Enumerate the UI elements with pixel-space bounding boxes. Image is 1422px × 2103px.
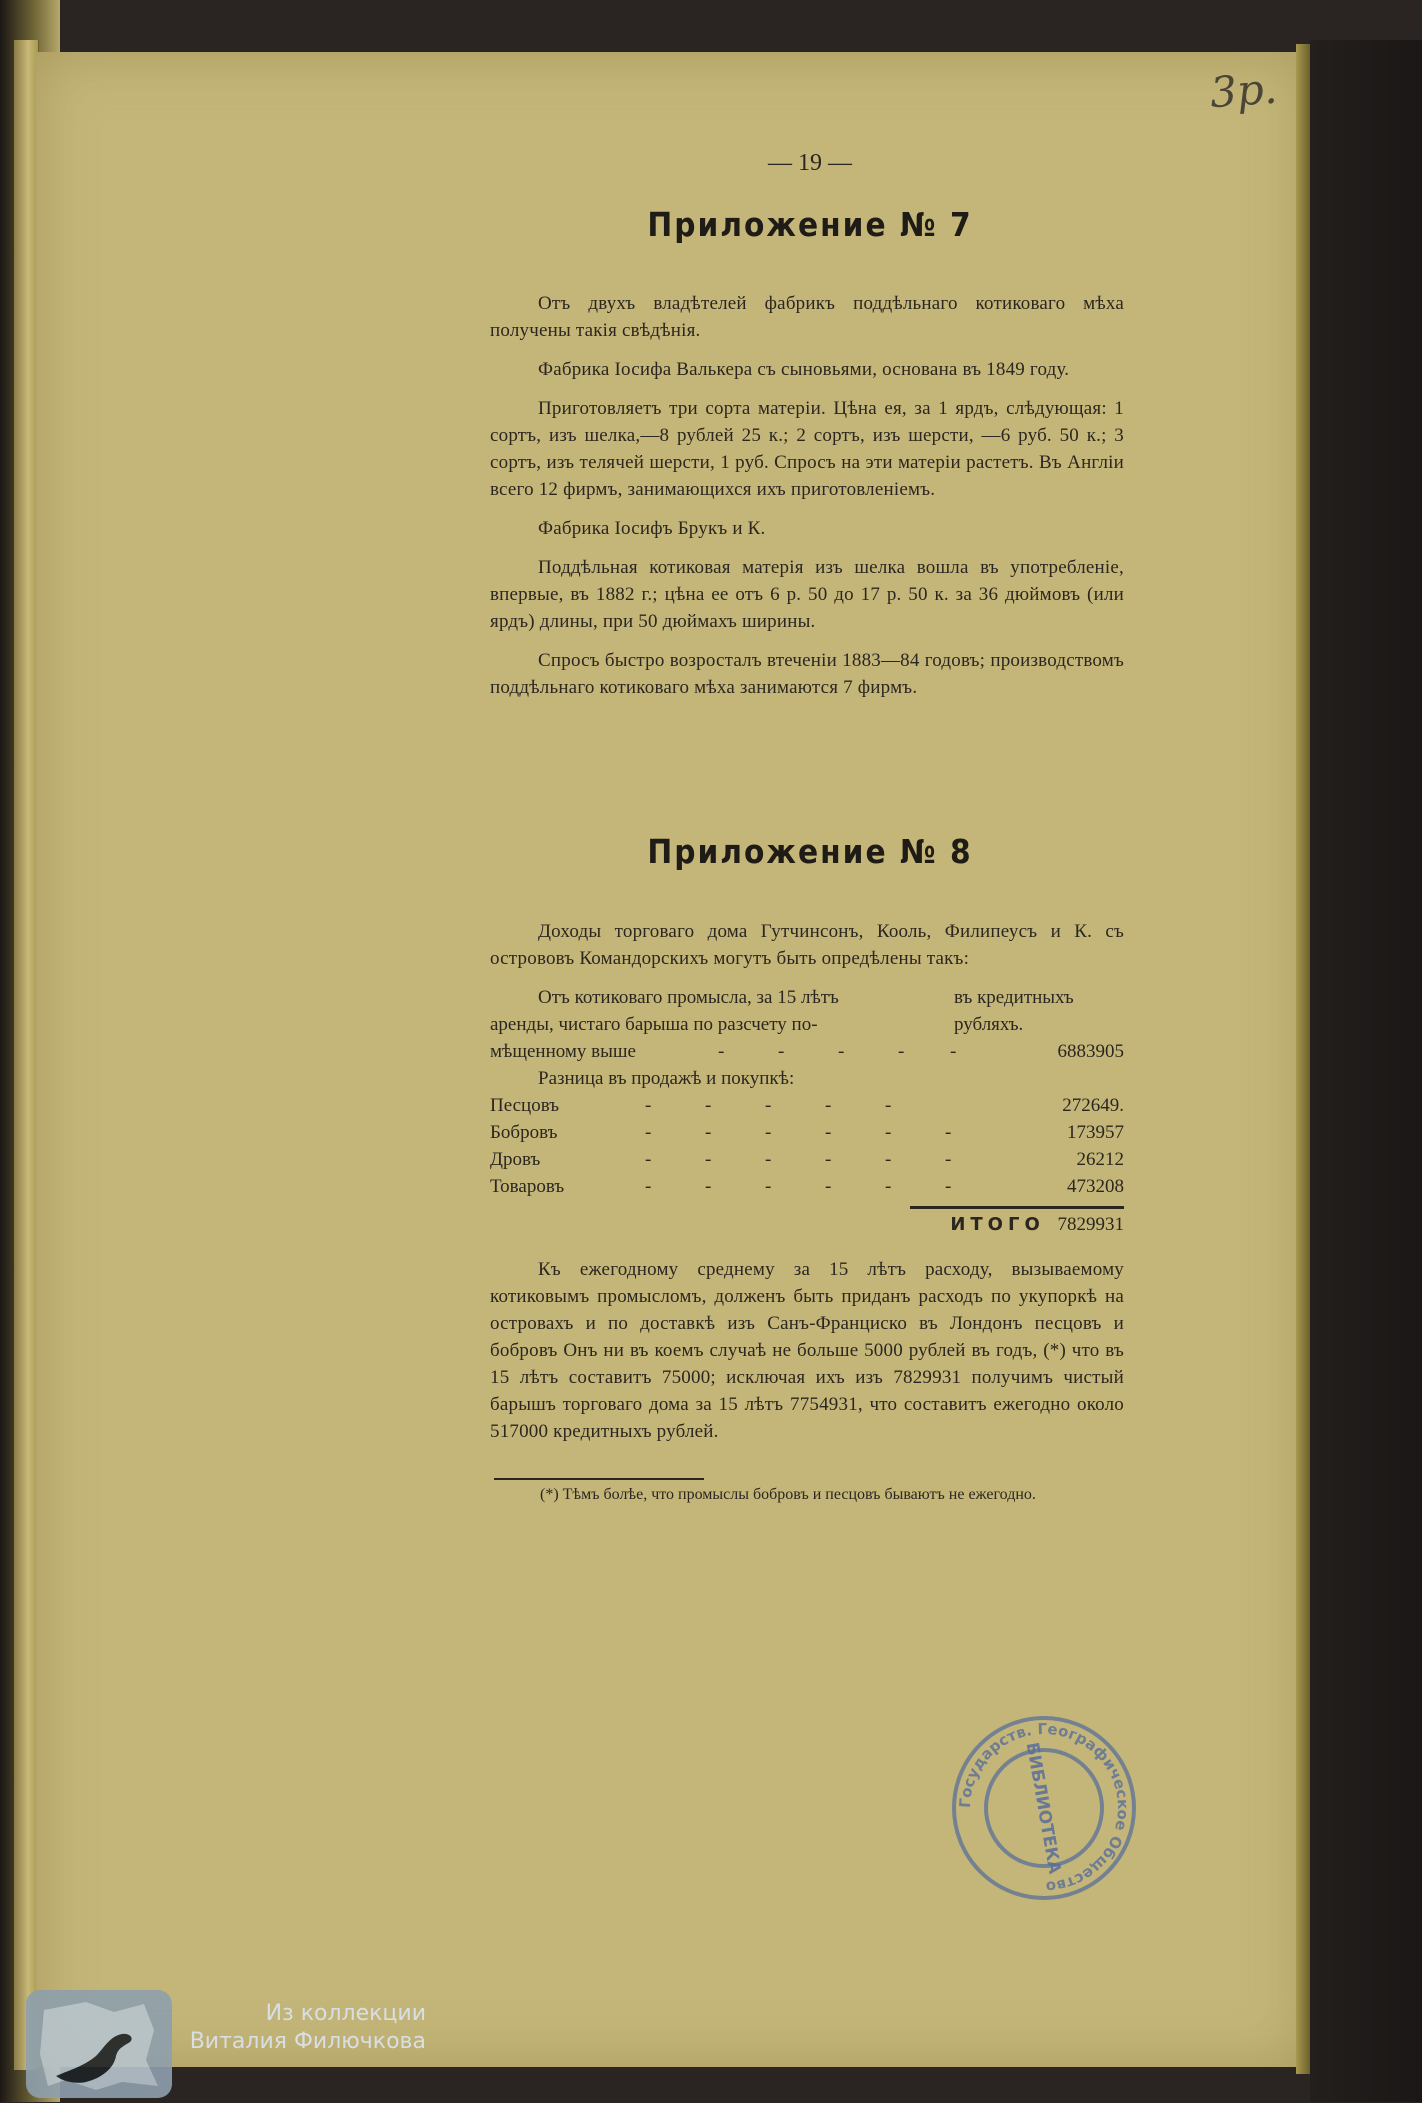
- difference-label: Разница въ продажѣ и покупкѣ:: [538, 1068, 795, 1089]
- table-row: [490, 1065, 1124, 1092]
- unit-line: рубляхъ.: [954, 1014, 1024, 1035]
- total-label: ИТОГО: [950, 1214, 1045, 1235]
- paragraph: Спросъ быстро возросталъ втеченіи 1883—84 годовъ; производствомъ поддѣльнаго котиковаго мѣха занимаются 7 фирмъ.: [490, 650, 1124, 698]
- row-label: Дровъ: [490, 1149, 541, 1170]
- amount: 26212: [1076, 1149, 1124, 1170]
- row-label: Товаровъ: [490, 1176, 565, 1197]
- footnote-rule: [494, 1478, 704, 1480]
- appendix-7-title: Приложение № 7: [647, 205, 973, 244]
- page-right-edge: [1296, 44, 1310, 2074]
- footnote: (*) Тѣмъ болѣе, что промыслы бобровъ и песцовъ бываютъ не ежегодно.: [540, 1486, 1036, 1503]
- seal-silhouette-icon: [26, 1990, 172, 2098]
- watermark-line-1: Из коллекции: [265, 2001, 426, 2026]
- table-row: [490, 1011, 1124, 1038]
- collection-watermark: [176, 2000, 426, 2056]
- amount: 173957: [1067, 1122, 1124, 1143]
- stamp-inner-text: БИБЛИОТЕКА: [1021, 1740, 1065, 1876]
- paragraph: Приготовляетъ три сорта матеріи. Цѣна ея, за 1 ярдъ, слѣдующая: 1 сортъ, изъ шелка,—8 рублей 25 к.; 2 сортъ, изъ шерсти, —6 руб. 50 к.; 3 сортъ, изъ телячей шерсти, 1 руб. Спросъ на эти матеріи растетъ. Въ Англіи всего 12 фирмъ, занимающихся ихъ приготовленіемъ.: [490, 398, 1124, 500]
- paragraph: Фабрика Іосифа Валькера съ сыновьями, основана въ 1849 году.: [538, 359, 1070, 380]
- amount: 6883905: [1057, 1041, 1124, 1062]
- sum-rule: [910, 1206, 1124, 1209]
- lead-line: аренды, чистаго барыша по разсчету по-: [490, 1014, 818, 1035]
- table-row: Товаровъ - - - - - - 473208: [490, 1173, 1124, 1200]
- table-row: Дровъ - - - - - - 26212: [490, 1146, 1124, 1173]
- paragraph: Доходы торговаго дома Гутчинсонъ, Кооль, Филипеусъ и К. съ острововъ Командорскихъ могутъ быть опредѣлены такъ:: [490, 921, 1124, 969]
- total-amount: 7829931: [1057, 1214, 1124, 1235]
- watermark-line-2: Виталия Филючкова: [189, 2029, 426, 2054]
- page-number: — 19 —: [768, 150, 852, 176]
- row-label: Бобровъ: [490, 1122, 558, 1143]
- lead-line: Отъ котиковаго промысла, за 15 лѣтъ: [538, 987, 839, 1008]
- appendix-8-closing: [490, 1256, 1124, 1445]
- row-label: Песцовъ: [490, 1095, 560, 1116]
- appendix-8-intro: [490, 918, 1124, 972]
- table-row: мѣщенному выше - - - - - 6883905: [490, 1038, 1124, 1065]
- lead-line: мѣщенному выше: [490, 1041, 636, 1062]
- paragraph: Фабрика Іосифъ Брукъ и К.: [538, 518, 766, 539]
- table-row: Песцовъ - - - - - 272649.: [490, 1092, 1124, 1119]
- collection-logo: [26, 1990, 172, 2098]
- paragraph: Отъ двухъ владѣтелей фабрикъ поддѣльнаго котиковаго мѣха получены такія свѣдѣнія.: [490, 293, 1124, 341]
- table-row: Бобровъ - - - - - - 173957: [490, 1119, 1124, 1146]
- income-table: [490, 984, 1124, 1200]
- paragraph: Къ ежегодному среднему за 15 лѣтъ расходу, вызываемому котиковымъ промысломъ, долженъ быть приданъ расходъ по укупоркѣ на островахъ и по доставкѣ изъ Санъ-Франциско въ Лондонъ песцовъ и бобровъ Онъ ни въ коемъ случаѣ не больше 5000 рублей въ годъ, (*) что въ 15 лѣтъ составитъ 75000; исключая ихъ изъ 7829931 получимъ чистый барышъ торговаго дома за 15 лѣтъ 7754931, что составитъ ежегодно около 517000 кредитныхъ рублей.: [490, 1259, 1124, 1442]
- stamp-outer-text: Государств. Географическое Общество: [955, 1719, 1133, 1897]
- amount: 473208: [1067, 1176, 1124, 1197]
- table-row: [490, 984, 1124, 1011]
- book-cover-board: [1310, 40, 1422, 2102]
- appendix-8-title: Приложение № 8: [647, 832, 973, 871]
- amount: 272649.: [1062, 1095, 1124, 1116]
- pencil-margin-note: 3р.: [1208, 63, 1279, 118]
- library-stamp: [950, 1714, 1138, 1902]
- unit-line: въ кредитныхъ: [954, 987, 1074, 1008]
- appendix-7-body: [490, 290, 1124, 701]
- paragraph: Поддѣльная котиковая матерія изъ шелка вошла въ употребленіе, впервые, въ 1882 г.; цѣна ее отъ 6 р. 50 до 17 р. 50 к. за 36 дюймовъ (или ярдъ) длины, при 50 дюймахъ ширины.: [490, 557, 1124, 632]
- total-row: [800, 1214, 1124, 1236]
